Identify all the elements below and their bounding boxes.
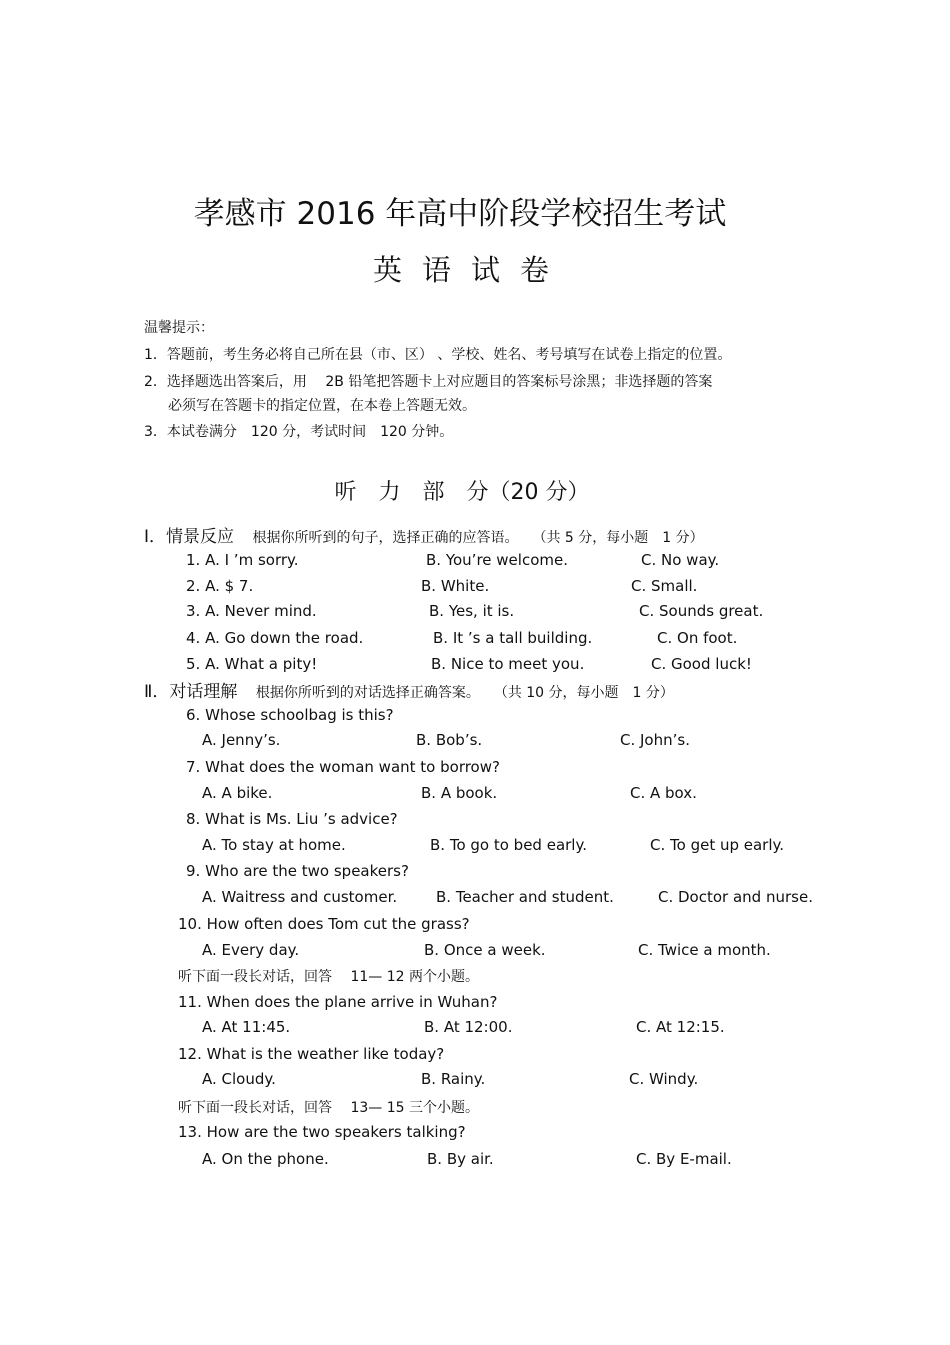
option-c: C. Sounds great.	[639, 602, 764, 620]
question-stem: 5. A. What a pity!	[186, 655, 318, 673]
option-a: A. At 11:45.	[202, 1018, 291, 1036]
option-b: B. A book.	[421, 784, 498, 802]
option-c: C. No way.	[641, 551, 720, 569]
tips-label: 温馨提示：	[144, 320, 214, 336]
question-stem: 10. How often does Tom cut the grass?	[178, 915, 470, 933]
part-1-label: Ⅰ．情景反应	[144, 527, 235, 547]
question-stem: 7. What does the woman want to borrow?	[186, 758, 500, 776]
tips-item-2-line-2: 必须写在答题卡的指定位置，在本卷上答题无效。	[168, 398, 476, 414]
tips-item-2-line-1: 2．选择题选出答案后，用 2B 铅笔把答题卡上对应题目的答案标号涂黑；非选择题的答案	[144, 374, 713, 390]
option-a: A. Jenny’s.	[202, 731, 281, 749]
exam-subtitle: 英语试卷	[372, 253, 569, 287]
option-b: B. Yes, it is.	[429, 602, 515, 620]
question-stem: 12. What is the weather like today?	[178, 1045, 445, 1063]
option-b: B. White.	[421, 577, 490, 595]
question-stem: 9. Who are the two speakers?	[186, 862, 409, 880]
option-b: B. You’re welcome.	[426, 551, 568, 569]
option-c: C. Good luck!	[651, 655, 752, 673]
option-c: C. By E-mail.	[636, 1150, 732, 1168]
part-2-label: Ⅱ．对话理解	[144, 682, 238, 702]
option-b: B. At 12:00.	[424, 1018, 513, 1036]
option-b: B. Nice to meet you.	[431, 655, 585, 673]
tips-item-1: 1．答题前，考生务必将自己所在县（市、区） 、学校、姓名、考号填写在试卷上指定的位置。	[144, 347, 732, 363]
option-c: C. On foot.	[657, 629, 738, 647]
option-a: A. On the phone.	[202, 1150, 329, 1168]
part-2-header	[144, 677, 674, 702]
option-b: B. Rainy.	[421, 1070, 486, 1088]
option-c: C. Twice a month.	[638, 941, 771, 959]
option-a: A. To stay at home.	[202, 836, 346, 854]
option-b: B. Bob’s.	[416, 731, 483, 749]
option-c: C. A box.	[630, 784, 697, 802]
part-1-header	[144, 522, 704, 547]
listening-section-title: 听 力 部 分（20 分）	[334, 480, 590, 505]
question-stem: 1. A. I ’m sorry.	[186, 551, 299, 569]
option-b: B. Teacher and student.	[436, 888, 614, 906]
option-a: A. Waitress and customer.	[202, 888, 398, 906]
option-c: C. Windy.	[629, 1070, 699, 1088]
part-2-instruction: 根据你所听到的对话选择正确答案。 （共 10 分，每小题 1 分）	[255, 685, 674, 701]
option-b: B. Once a week.	[424, 941, 546, 959]
question-stem: 6. Whose schoolbag is this?	[186, 706, 394, 724]
question-stem: 8. What is Ms. Liu ’s advice?	[186, 810, 398, 828]
question-stem: 2. A. $ 7.	[186, 577, 254, 595]
option-b: B. By air.	[427, 1150, 494, 1168]
part-1-instruction: 根据你所听到的句子，选择正确的应答语。 （共 5 分，每小题 1 分）	[252, 530, 704, 546]
option-c: C. At 12:15.	[636, 1018, 725, 1036]
option-a: A. Every day.	[202, 941, 300, 959]
option-c: C. Small.	[631, 577, 698, 595]
option-c: C. To get up early.	[650, 836, 785, 854]
dialogue-note-11-12: 听下面一段长对话，回答 11— 12 两个小题。	[178, 969, 479, 985]
question-stem: 11. When does the plane arrive in Wuhan?	[178, 993, 498, 1011]
option-c: C. John’s.	[620, 731, 690, 749]
option-b: B. To go to bed early.	[430, 836, 587, 854]
option-b: B. It ’s a tall building.	[433, 629, 593, 647]
option-a: A. Cloudy.	[202, 1070, 276, 1088]
dialogue-note-13-15: 听下面一段长对话，回答 13— 15 三个小题。	[178, 1100, 479, 1116]
question-stem: 13. How are the two speakers talking?	[178, 1123, 466, 1141]
question-stem: 3. A. Never mind.	[186, 602, 317, 620]
option-c: C. Doctor and nurse.	[658, 888, 813, 906]
exam-title: 孝感市 2016 年高中阶段学校招生考试	[193, 196, 727, 232]
question-stem: 4. A. Go down the road.	[186, 629, 364, 647]
option-a: A. A bike.	[202, 784, 273, 802]
tips-item-3: 3．本试卷满分 120 分，考试时间 120 分钟。	[144, 424, 454, 440]
